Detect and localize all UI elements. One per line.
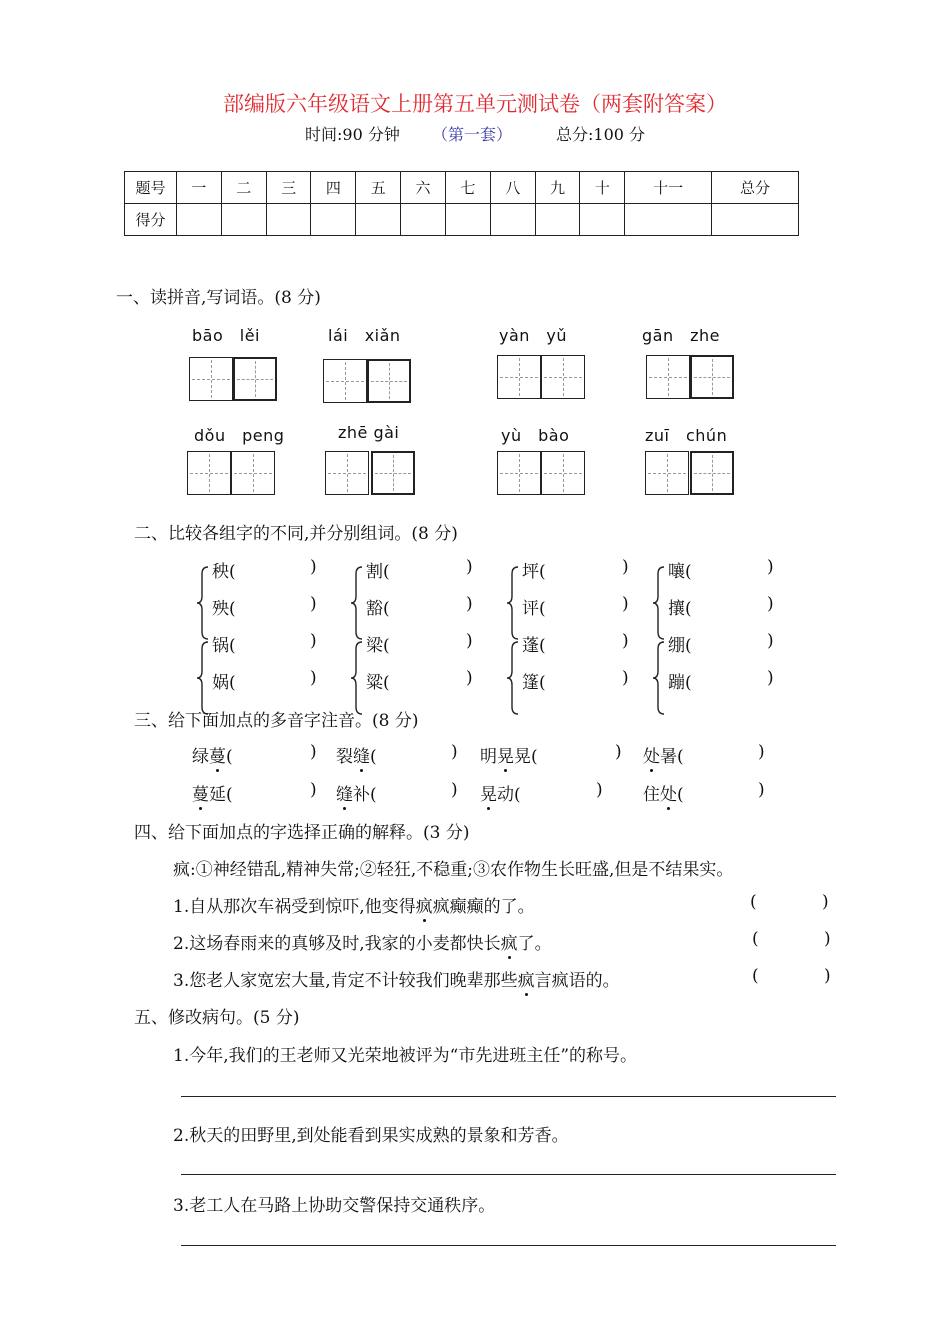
brace-icon	[350, 641, 364, 715]
polyphone-item: 晃动(	[480, 780, 521, 805]
sentence-item: 1.今年,我们的王老师又光荣地被评为“市先进班主任”的称号。	[173, 1046, 638, 1066]
pinyin-label: bāo lěi	[192, 326, 260, 345]
char-compare-item: 殃(	[212, 599, 236, 619]
writing-grid-box[interactable]	[323, 359, 367, 403]
page-title: 部编版六年级语文上册第五单元测试卷（两套附答案）	[223, 92, 727, 116]
sentence-item: 2.秋天的田野里,到处能看到果实成熟的景象和芳香。	[173, 1126, 569, 1146]
close-paren: )	[310, 780, 317, 800]
writing-grid-box[interactable]	[187, 451, 231, 495]
close-paren: )	[615, 742, 622, 762]
char-compare-item: 绷(	[668, 636, 692, 656]
score-entry-cell[interactable]	[580, 204, 625, 236]
table-cell: 四	[311, 172, 356, 204]
exam-set: （第一套）	[432, 125, 513, 144]
exam-time: 时间:90 分钟	[305, 125, 400, 144]
polyphone-item: 明晃晃(	[480, 742, 538, 767]
table-cell: 七	[445, 172, 490, 204]
answer-paren-open: (	[750, 892, 757, 912]
char-compare-item: 蹦(	[668, 673, 692, 693]
table-cell: 题号	[125, 172, 177, 204]
writing-grid-box[interactable]	[497, 451, 541, 495]
brace-icon	[652, 566, 666, 640]
close-paren: )	[596, 780, 603, 800]
score-entry-cell[interactable]	[490, 204, 535, 236]
pinyin-label: zhē gài	[338, 423, 400, 442]
close-paren: )	[451, 780, 458, 800]
pinyin-label: yù bào	[501, 426, 570, 445]
pinyin-label: gān zhe	[642, 326, 720, 345]
char-compare-item: 秧(	[212, 562, 236, 582]
char-compare-item: 篷(	[522, 673, 546, 693]
section1-heading: 一、读拼音,写词语。(8 分)	[116, 288, 321, 308]
brace-icon	[350, 566, 364, 640]
answer-line[interactable]	[181, 1096, 836, 1097]
score-entry-cell[interactable]	[311, 204, 356, 236]
emphasis-dot-char: 疯	[416, 892, 433, 917]
score-entry-cell[interactable]	[401, 204, 446, 236]
polyphone-item: 裂缝(	[336, 742, 377, 767]
writing-grid-box[interactable]	[645, 451, 689, 495]
polyphone-item: 住处(	[643, 780, 684, 805]
score-entry-cell[interactable]	[625, 204, 712, 236]
question-item: 2.这场春雨来的真够及时,我家的小麦都快长疯了。	[173, 929, 552, 954]
close-paren: )	[758, 742, 765, 762]
score-entry-cell[interactable]	[266, 204, 311, 236]
close-paren: )	[466, 631, 473, 651]
table-cell: 九	[535, 172, 580, 204]
score-entry-cell[interactable]	[356, 204, 401, 236]
close-paren: )	[310, 594, 317, 614]
answer-paren-close: )	[824, 966, 831, 986]
emphasis-dot-char: 晃	[497, 742, 514, 767]
close-paren: )	[310, 742, 317, 762]
writing-grid-box[interactable]	[367, 359, 411, 403]
char-compare-item: 锅(	[212, 636, 236, 656]
char-compare-item: 割(	[366, 562, 390, 582]
definition-text: 疯:①神经错乱,精神失常;②轻狂,不稳重;③农作物生长旺盛,但是不结果实。	[173, 860, 734, 880]
question-item: 1.自从那次车祸受到惊吓,他变得疯疯癫癫的了。	[173, 892, 535, 917]
emphasis-dot-char: 疯	[518, 966, 535, 991]
close-paren: )	[310, 668, 317, 688]
close-paren: )	[451, 742, 458, 762]
score-entry-cell[interactable]	[445, 204, 490, 236]
score-header-row	[125, 172, 799, 204]
answer-paren-close: )	[822, 892, 829, 912]
close-paren: )	[622, 631, 629, 651]
table-cell: 五	[356, 172, 401, 204]
score-entry-cell[interactable]	[535, 204, 580, 236]
emphasis-dot-char: 疯	[501, 929, 518, 954]
score-table	[124, 171, 799, 236]
pinyin-label: dǒu peng	[194, 426, 285, 445]
close-paren: )	[622, 594, 629, 614]
emphasis-dot-char: 缝	[353, 742, 370, 767]
table-cell: 得分	[125, 204, 177, 236]
writing-grid-box[interactable]	[233, 357, 277, 401]
brace-icon	[506, 641, 520, 715]
emphasis-dot-char: 晃	[480, 780, 497, 805]
pinyin-label: lái xiǎn	[328, 326, 401, 345]
answer-paren-close: )	[824, 929, 831, 949]
close-paren: )	[767, 631, 774, 651]
section4-heading: 四、给下面加点的字选择正确的解释。(3 分)	[134, 823, 470, 843]
answer-line[interactable]	[181, 1245, 836, 1246]
brace-icon	[506, 566, 520, 640]
score-entry-cell[interactable]	[712, 204, 799, 236]
char-compare-item: 娲(	[212, 673, 236, 693]
emphasis-dot-char: 缝	[336, 780, 353, 805]
writing-grid-box[interactable]	[541, 355, 585, 399]
section2-heading: 二、比较各组字的不同,并分别组词。(8 分)	[134, 524, 458, 544]
close-paren: )	[466, 594, 473, 614]
writing-grid-box[interactable]	[231, 451, 275, 495]
char-compare-item: 坪(	[522, 562, 546, 582]
close-paren: )	[767, 557, 774, 577]
emphasis-dot-char: 蔓	[209, 742, 226, 767]
brace-icon	[652, 641, 666, 715]
polyphone-item: 蔓延(	[192, 780, 233, 805]
table-cell: 三	[266, 172, 311, 204]
brace-icon	[196, 641, 210, 715]
polyphone-item: 处暑(	[643, 742, 684, 767]
close-paren: )	[767, 594, 774, 614]
char-compare-item: 嚷(	[668, 562, 692, 582]
answer-paren-open: (	[752, 966, 759, 986]
score-entry-cell[interactable]	[177, 204, 222, 236]
writing-grid-box[interactable]	[189, 357, 233, 401]
writing-grid-box[interactable]	[541, 451, 585, 495]
char-compare-item: 粱(	[366, 673, 390, 693]
writing-grid-box[interactable]	[371, 451, 415, 495]
score-entry-cell[interactable]	[221, 204, 266, 236]
table-cell: 总分	[712, 172, 799, 204]
table-cell: 六	[401, 172, 446, 204]
answer-paren-open: (	[752, 929, 759, 949]
pinyin-label: yàn yǔ	[499, 326, 568, 345]
writing-grid-box[interactable]	[325, 451, 369, 495]
close-paren: )	[310, 631, 317, 651]
writing-grid-box[interactable]	[497, 355, 541, 399]
polyphone-item: 绿蔓(	[192, 742, 233, 767]
close-paren: )	[758, 780, 765, 800]
char-compare-item: 蓬(	[522, 636, 546, 656]
score-value-row	[125, 204, 799, 236]
writing-grid-box[interactable]	[646, 355, 690, 399]
close-paren: )	[767, 668, 774, 688]
table-cell: 十	[580, 172, 625, 204]
sentence-item: 3.老工人在马路上协助交警保持交通秩序。	[173, 1196, 496, 1216]
char-compare-item: 攘(	[668, 599, 692, 619]
char-compare-item: 评(	[522, 599, 546, 619]
polyphone-item: 缝补(	[336, 780, 377, 805]
section3-heading: 三、给下面加点的多音字注音。(8 分)	[134, 711, 419, 731]
brace-icon	[196, 566, 210, 640]
char-compare-item: 梁(	[366, 636, 390, 656]
char-compare-item: 豁(	[366, 599, 390, 619]
table-cell: 一	[177, 172, 222, 204]
table-cell: 八	[490, 172, 535, 204]
emphasis-dot-char: 处	[660, 780, 677, 805]
emphasis-dot-char: 处	[643, 742, 660, 767]
emphasis-dot-char: 蔓	[192, 780, 209, 805]
exam-total: 总分:100 分	[556, 125, 646, 144]
close-paren: )	[466, 557, 473, 577]
close-paren: )	[466, 668, 473, 688]
answer-line[interactable]	[181, 1174, 836, 1175]
close-paren: )	[310, 557, 317, 577]
writing-grid-box[interactable]	[690, 451, 734, 495]
question-item: 3.您老人家宽宏大量,肯定不计较我们晚辈那些疯言疯语的。	[173, 966, 620, 991]
pinyin-label: zuī chún	[645, 426, 728, 445]
section5-heading: 五、修改病句。(5 分)	[134, 1008, 300, 1028]
table-cell: 十一	[625, 172, 712, 204]
close-paren: )	[622, 557, 629, 577]
table-cell: 二	[221, 172, 266, 204]
writing-grid-box[interactable]	[690, 355, 734, 399]
close-paren: )	[622, 668, 629, 688]
